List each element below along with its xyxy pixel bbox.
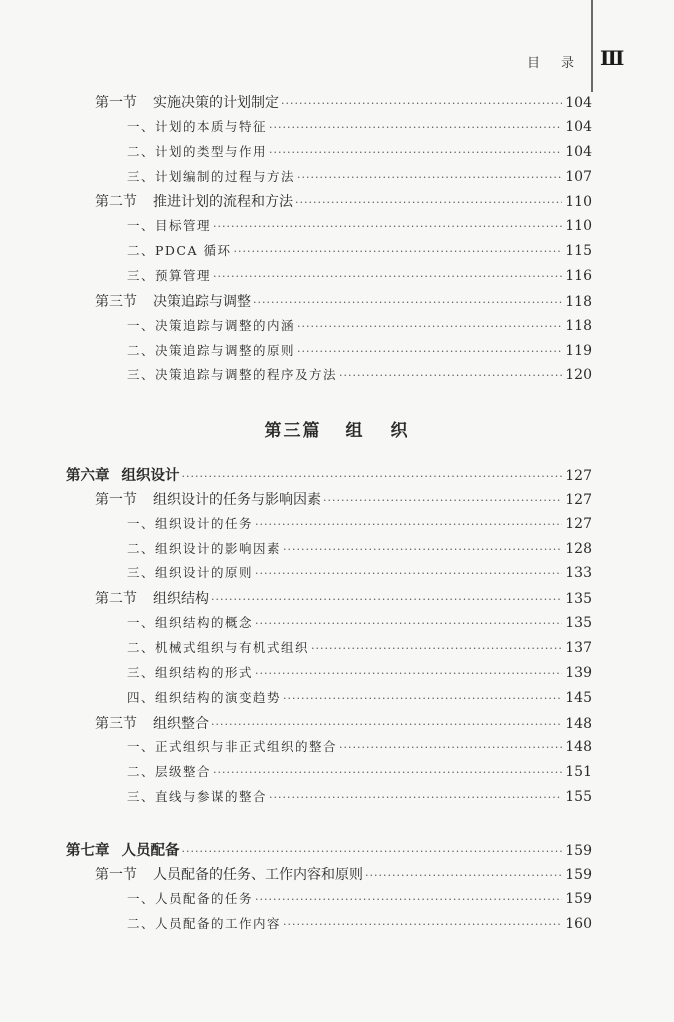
toc-entry-sec [95,713,592,737]
toc-entry-page: 151 [565,764,592,781]
toc-entry-label [95,588,211,608]
toc-entry-page: 128 [565,540,592,557]
toc-entry-number: 第三节 [95,293,137,310]
toc-entry-sec [95,489,592,513]
toc-entry-label [127,688,283,706]
toc-entry-label [127,117,269,135]
toc-entry-page: 110 [565,218,592,235]
toc-entry-sub [127,241,592,265]
toc-entry-label [127,762,213,780]
dot-leader [297,320,562,333]
dot-leader [283,692,562,705]
toc-entry-label [127,341,297,359]
toc-entry-title: 一、组织结构的概念 [127,615,254,631]
toc-entry-title: 二、决策追踪与调整的原则 [127,342,296,358]
toc-entry-title: 二、人员配备的工作内容 [127,915,282,931]
toc-entry-chap [66,839,592,863]
toc-entry-title: 二、层级整合 [127,764,212,780]
header-contents-char-1: 目 [527,56,541,71]
toc-entry-title: 二、计划的类型与作用 [127,143,268,159]
toc-entry-label [127,365,339,383]
toc-entry-page: 137 [565,639,592,656]
toc-entry-page: 116 [565,267,592,284]
toc-entry-sub [127,762,592,786]
dot-leader [297,171,562,184]
toc-entry-title: 二、组织设计的影响因素 [127,540,282,556]
toc-entry-title: 二、PDCA 循环 [127,243,232,259]
toc-entry-number: 第七章 [66,842,110,859]
toc-entry-page: 110 [565,194,592,211]
toc-entry-label [95,191,295,211]
toc-entry-page: 127 [565,491,592,508]
toc-entry-sub [127,514,592,538]
toc-entry-sub [127,117,592,141]
toc-entry-label [127,613,255,631]
toc-entry-label [127,266,213,284]
toc-entry-title: 三、直线与参谋的整合 [127,789,268,805]
toc-entry-page: 127 [565,515,592,532]
toc-entry-title: 二、机械式组织与有机式组织 [127,639,310,655]
dot-leader [311,642,562,655]
toc-entry-label [95,713,211,733]
toc-entry-sec [95,92,592,116]
toc-entry-title: 三、计划编制的过程与方法 [127,168,296,184]
toc-entry-page: 145 [565,689,592,706]
toc-entry-label [127,737,339,755]
toc-entry-number: 第一节 [95,95,137,111]
toc-entry-label [127,638,311,656]
dot-leader [255,518,562,531]
toc-entry-label [127,316,297,334]
header-contents-char-2: 录 [561,56,575,71]
toc-entry-title: 三、组织结构的形式 [127,664,254,680]
dot-leader [283,918,562,931]
toc-entry-sub [127,663,592,687]
dot-leader [182,470,563,483]
toc-entry-title: 实施决策的计划制定 [153,95,279,111]
toc-entry-title: 决策追踪与调整 [153,293,251,310]
toc-entry-page: 133 [565,565,592,582]
toc-entry-sec [95,191,592,215]
toc-entry-page: 139 [565,664,592,681]
toc-entry-sub [127,688,592,712]
toc-entry-sub [127,737,592,761]
toc-entry-page: 155 [565,789,592,806]
toc-entry-sub [127,638,592,662]
toc-entry-label [66,464,182,485]
toc-entry-number: 第六章 [66,467,110,484]
toc-entry-sec [95,864,592,888]
toc-entry-sec [95,588,592,612]
toc-entry-title: 组织整合 [153,715,209,732]
toc-entry-page: 104 [565,95,592,111]
toc-entry-sub [127,889,592,913]
dot-leader [323,494,562,507]
header-divider-line [591,0,593,92]
toc-entry-sub [127,563,592,587]
dot-leader [281,97,562,110]
dot-leader [253,296,562,309]
toc-entry-label [127,539,283,557]
toc-entry-sub [127,216,592,240]
toc-entry-label [66,839,182,860]
toc-entry-sec [95,291,592,315]
dot-leader [255,667,562,680]
toc-entry-label [127,914,283,932]
toc-entry-number: 第一节 [95,866,137,883]
toc-entry-sub [127,914,592,938]
toc-entry-page: 135 [565,591,592,608]
toc-entry-sub [127,341,592,365]
toc-entry-page: 118 [565,293,592,310]
toc-entry-title: 人员配备的任务、工作内容和原则 [153,866,363,883]
dot-leader [365,869,562,882]
toc-entry-page: 120 [565,367,592,384]
toc-entry-page: 135 [565,615,592,632]
toc-entry-title: 一、目标管理 [127,218,212,234]
toc-entry-page: 115 [565,243,592,260]
toc-entry-title: 人员配备 [121,842,180,859]
toc-entry-label [95,864,365,884]
dot-leader [297,345,562,358]
part-title [0,416,674,441]
toc-entry-sub [127,787,592,811]
toc-entry-title: 组织结构 [153,591,209,608]
dot-leader [255,617,562,630]
toc-entry-title: 一、计划的本质与特征 [127,118,268,134]
toc-entry-label [127,663,255,681]
toc-entry-page: 107 [565,168,592,185]
toc-entry-page: 119 [565,342,592,359]
toc-entry-page: 127 [565,468,592,484]
toc-entry-page: 104 [565,118,592,135]
toc-entry-page: 160 [565,915,592,932]
toc-entry-number: 第一节 [95,491,137,508]
dot-leader [295,196,562,209]
dot-leader [255,893,562,906]
toc-entry-label [127,167,297,185]
toc-entry-page: 104 [565,143,592,160]
toc-entry-sub [127,365,592,389]
toc-entry-page: 148 [565,715,592,732]
toc-entry-number: 第三节 [95,715,137,732]
toc-entry-sub [127,266,592,290]
toc-entry-sub [127,142,592,166]
toc-entry-label [127,563,255,581]
dot-leader [211,718,562,731]
toc-entry-page: 159 [565,843,592,859]
dot-leader [213,270,562,283]
toc-entry-page: 118 [565,317,592,334]
dot-leader [213,220,562,233]
dot-leader [339,741,562,754]
toc-entry-page: 148 [565,739,592,756]
toc-entry-label [127,216,213,234]
toc-entry-title: 三、决策追踪与调整的程序及方法 [127,367,338,383]
toc-entry-sub [127,316,592,340]
toc-entry-number: 第二节 [95,591,137,608]
page-number: Ⅲ [600,46,624,70]
dot-leader [339,369,562,382]
toc-entry-page: 159 [565,890,592,907]
dot-leader [234,245,563,258]
toc-entry-page: 159 [565,866,592,883]
toc-entry-sub [127,539,592,563]
dot-leader [283,543,562,556]
toc-entry-title: 四、组织结构的演变趋势 [127,689,282,705]
toc-entry-number: 第二节 [95,194,137,211]
toc-entry-label [127,514,255,532]
toc-entry-sub [127,167,592,191]
toc-entry-chap [66,464,592,488]
dot-leader [269,791,562,804]
dot-leader [211,593,562,606]
dot-leader [269,121,562,134]
toc-entry-sub [127,613,592,637]
toc-entry-title: 组织设计 [121,467,180,484]
dot-leader [269,146,562,159]
toc-entry-title: 一、组织设计的任务 [127,515,254,531]
dot-leader [182,845,563,858]
toc-entry-title: 一、人员配备的任务 [127,890,254,906]
part-title-number: 第三篇 [264,421,322,441]
dot-leader [213,766,562,779]
toc-entry-title: 一、决策追踪与调整的内涵 [127,317,296,333]
toc-entry-label [95,291,253,311]
dot-leader [255,567,562,580]
part-title-char-2: 织 [390,421,410,441]
toc-entry-title: 三、组织设计的原则 [127,565,254,581]
part-title-char-1: 组 [345,421,365,441]
toc-entry-title: 组织设计的任务与影响因素 [153,491,321,508]
toc-entry-label [127,241,234,259]
toc-entry-title: 一、正式组织与非正式组织的整合 [127,739,338,755]
toc-entry-title: 三、预算管理 [127,267,212,283]
toc-entry-label [127,142,269,160]
toc-entry-label [95,489,323,509]
toc-entry-label [127,787,269,805]
toc-entry-label [95,92,281,112]
toc-entry-label [127,889,255,907]
toc-entry-title: 推进计划的流程和方法 [153,194,293,211]
